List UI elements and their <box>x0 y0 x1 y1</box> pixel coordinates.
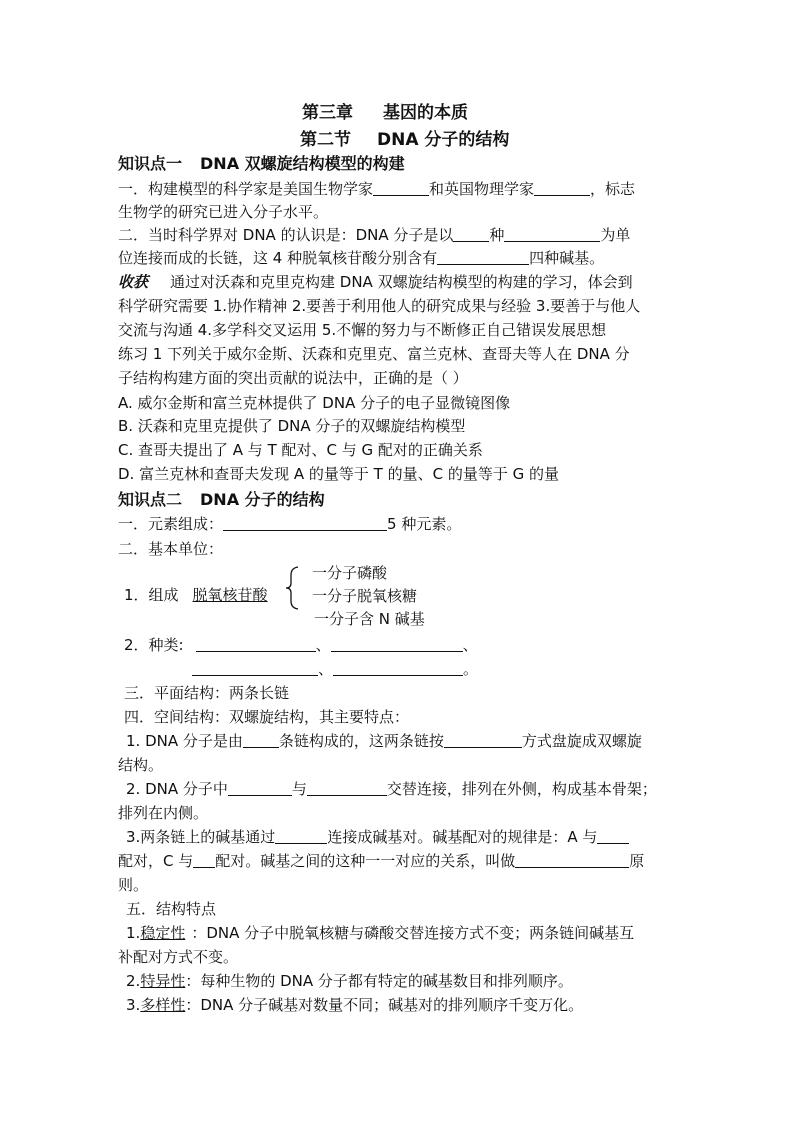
answer-blank[interactable] <box>331 635 463 652</box>
option-b[interactable]: B. 沃森和克里克提供了 DNA 分子的双螺旋结构模型 <box>118 417 466 435</box>
diversity-label: 多样性 <box>140 996 186 1014</box>
point-3-line-2: 配对，C 与 配对。碱基之间的这种一一对应的关系，叫做 原 <box>118 852 645 870</box>
knowledge-point-2-heading: 知识点二 DNA 分子的结构 <box>118 490 325 509</box>
point-2-line-2: 排列在内侧。 <box>118 804 209 822</box>
stability-label: 稳定性 <box>140 924 186 942</box>
answer-blank[interactable] <box>228 779 292 796</box>
gain-line-2: 科学研究需要 1.协作精神 2.要善于利用他人的研究成果与经验 3.要善于与他人 <box>118 297 641 315</box>
answer-blank[interactable] <box>597 827 629 844</box>
question-1-line-1: 一．构建模型的科学家是美国生物学家 和英国物理学家 ，标志 <box>118 180 636 198</box>
gain-line-1: 收获 通过对沃森和克里克构建 DNA 双螺旋结构模型的构建的学习，体会到 <box>118 273 633 291</box>
question-2-line-2: 位连接而成的长链，这 4 种脱氧核苷酸分别含有 四种碱基。 <box>118 249 605 267</box>
exercise-1-line-2: 子结构构建方面的突出贡献的说法中，正确的是（ ） <box>118 369 468 387</box>
gain-line-3: 交流与沟通 4.多学科交叉运用 5.不懈的努力与不断修正自己错误发展思想 <box>118 321 607 339</box>
composition-item-base: 一分子含 N 碱基 <box>314 610 425 628</box>
answer-blank[interactable] <box>275 827 327 844</box>
composition-item-phosphate: 一分子磷酸 <box>312 564 388 582</box>
element-composition-line: 一．元素组成： 5 种元素。 <box>118 515 462 533</box>
point-1-line-2: 结构。 <box>118 756 164 774</box>
option-d[interactable]: D. 富兰克林和查哥夫发现 A 的量等于 T 的量、C 的量等于 G 的量 <box>118 465 559 483</box>
spatial-structure-line: 四．空间结构：双螺旋结构，其主要特点： <box>124 708 410 726</box>
feature-specificity-line: 2.特异性：每种生物的 DNA 分子都有特定的碱基数目和排列顺序。 <box>126 972 573 990</box>
answer-blank[interactable] <box>534 179 590 196</box>
option-a[interactable]: A. 威尔金斯和富兰克林提供了 DNA 分子的电子显微镜图像 <box>118 394 511 412</box>
basic-unit-line: 二．基本单位： <box>118 540 224 558</box>
types-line-2: 、 。 <box>192 658 478 681</box>
feature-diversity-line: 3.多样性：DNA 分子碱基对数量不同；碱基对的排列顺序千变万化。 <box>126 996 584 1014</box>
answer-blank[interactable] <box>504 225 600 242</box>
feature-stability-line: 1.稳定性 ：DNA 分子中脱氧核糖与磷酸交替连接方式不变；两条链间碱基互 <box>126 924 635 942</box>
composition-item-deoxyribose: 一分子脱氧核糖 <box>312 587 418 605</box>
specificity-label: 特异性 <box>140 972 186 990</box>
answer-blank[interactable] <box>333 659 463 676</box>
knowledge-point-1-heading: 知识点一 DNA 双螺旋结构模型的构建 <box>118 154 405 173</box>
point-3-line-1: 3.两条链上的碱基通过 连接成碱基对。碱基配对的规律是：A 与 <box>126 826 629 849</box>
question-2-line-1: 二．当时科学界对 DNA 的认识是：DNA 分子是以 种 为单 <box>118 226 631 244</box>
planar-structure-line: 三．平面结构：两条长链 <box>124 684 290 702</box>
curly-brace-icon <box>284 565 302 611</box>
structure-features-heading: 五．结构特点 <box>126 900 217 918</box>
question-1-line-2: 生物学的研究已进入分子水平。 <box>118 203 329 221</box>
answer-blank[interactable] <box>373 179 429 196</box>
option-c[interactable]: C. 查哥夫提出了 A 与 T 配对、C 与 G 配对的正确关系 <box>118 441 483 459</box>
composition-line: 1．组成 脱氧核苷酸 <box>124 586 268 604</box>
answer-blank[interactable] <box>307 779 387 796</box>
point-3-line-3: 则。 <box>118 876 149 894</box>
feature-stability-line-2: 补配对方式不变。 <box>118 948 239 966</box>
composition-value: 脱氧核苷酸 <box>192 586 268 604</box>
answer-blank[interactable] <box>192 659 318 676</box>
gain-label: 收获 <box>118 273 149 291</box>
point-1-line-1: 1. DNA 分子是由 条链构成的，这两条链按 方式盘旋成双螺旋 <box>126 732 642 750</box>
answer-blank[interactable] <box>196 635 316 652</box>
answer-blank[interactable] <box>223 514 387 531</box>
answer-blank[interactable] <box>444 731 522 748</box>
answer-blank[interactable] <box>243 731 279 748</box>
section-title: 第二节 DNA 分子的结构 <box>300 130 510 150</box>
answer-blank[interactable] <box>437 248 529 265</box>
answer-blank[interactable] <box>453 225 489 242</box>
types-line-1: 2．种类: 、 、 <box>124 636 478 654</box>
point-2-line-1: 2. DNA 分子中 与 交替连接，排列在外侧，构成基本骨架； <box>126 780 657 798</box>
answer-blank[interactable] <box>515 851 629 868</box>
answer-blank[interactable] <box>193 851 215 868</box>
exercise-1-line-1: 练习 1 下列关于威尔金斯、沃森和克里克、富兰克林、查哥夫等人在 DNA 分 <box>118 345 630 363</box>
chapter-title: 第三章 基因的本质 <box>302 103 468 123</box>
